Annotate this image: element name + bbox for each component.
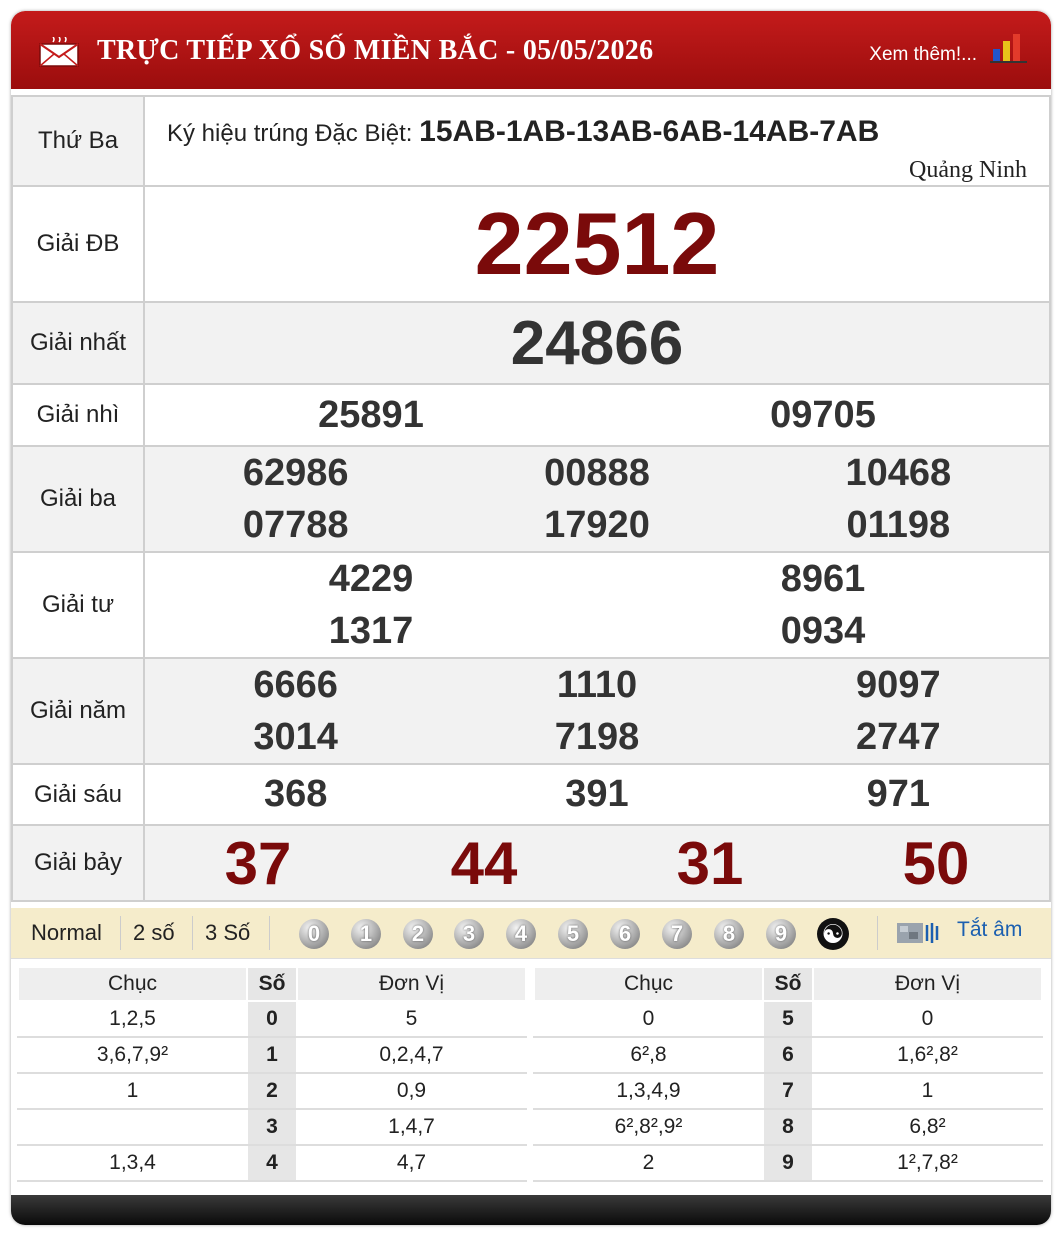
prize-tu-number: 8961 (780, 558, 866, 600)
loto-chuc: 1,3,4,9 (534, 1073, 763, 1109)
loto-so: 0 (247, 1001, 297, 1037)
loto-so: 5 (763, 1001, 813, 1037)
mode-3-digit-button[interactable]: 3 Số (205, 920, 251, 945)
kyhieu-code: 15AB-1AB-13AB-6AB-14AB-7AB (419, 115, 880, 148)
loto-header-donvi: Đơn Vị (813, 967, 1042, 1001)
prize-nam-number: 1110 (556, 664, 638, 706)
prize-nam-number: 9097 (856, 664, 941, 706)
prize-bay-number: 44 (450, 829, 518, 897)
footer-bar (11, 1195, 1051, 1225)
display-toolbar (11, 908, 1051, 959)
loto-chuc: 6²,8²,9² (534, 1109, 763, 1145)
digit-ball-6[interactable]: 6 (610, 919, 640, 949)
results-table (11, 95, 1051, 902)
prize-ba-number: 62986 (242, 452, 349, 494)
prize-tu-number: 0934 (780, 610, 866, 652)
prize-sau-number: 391 (565, 773, 629, 815)
digit-ball-4[interactable]: 4 (506, 919, 536, 949)
prize-label-tu: Giải tư (12, 552, 144, 658)
prize-label-sau: Giải sáu (12, 764, 144, 825)
prize-bay-number: 37 (224, 829, 292, 897)
mail-icon (39, 37, 79, 72)
loto-donvi: 0 (813, 1001, 1042, 1037)
kyhieu-cell (144, 96, 1050, 186)
loto-chuc: 3,6,7,9² (18, 1037, 247, 1073)
bar-chart-icon[interactable] (989, 31, 1029, 70)
loto-donvi: 0,2,4,7 (297, 1037, 526, 1073)
prize-tu-number: 1317 (328, 610, 414, 652)
loto-chuc: 0 (534, 1001, 763, 1037)
loto-donvi: 6,8² (813, 1109, 1042, 1145)
prize-nam-number: 6666 (253, 664, 338, 706)
loto-so: 4 (247, 1145, 297, 1181)
loto-header-so: Số (763, 967, 813, 1001)
digit-ball-1[interactable]: 1 (351, 919, 381, 949)
loto-so: 6 (763, 1037, 813, 1073)
prize-label-bay: Giải bảy (12, 825, 144, 901)
kyhieu-label: Ký hiệu trúng Đặc Biệt: (167, 120, 420, 147)
speaker-icon[interactable] (897, 920, 943, 946)
digit-ball-8[interactable]: 8 (714, 919, 744, 949)
prize-nam-cell (144, 658, 1050, 764)
prize-label-nhi: Giải nhì (12, 384, 144, 446)
prize-sau-cell (144, 764, 1050, 825)
loto-chuc: 1,2,5 (18, 1001, 247, 1037)
digit-ball-7[interactable]: 7 (662, 919, 692, 949)
toolbar-divider (877, 916, 878, 950)
loto-table-right (533, 966, 1043, 1182)
toolbar-divider (269, 916, 270, 950)
prize-nhat-number: 24866 (144, 302, 1050, 384)
prize-label-nhat: Giải nhất (12, 302, 144, 384)
loto-donvi: 1²,7,8² (813, 1145, 1042, 1181)
prize-sau-number: 971 (866, 773, 931, 815)
loto-chuc: 1,3,4 (18, 1145, 247, 1181)
header-bar (11, 11, 1051, 89)
prize-ba-number: 01198 (846, 504, 951, 546)
loto-donvi: 5 (297, 1001, 526, 1037)
digit-ball-2[interactable]: 2 (403, 919, 433, 949)
loto-header-donvi: Đơn Vị (297, 967, 526, 1001)
digit-ball-5[interactable]: 5 (558, 919, 588, 949)
toolbar-divider (192, 916, 193, 950)
prize-nhi-cell (144, 384, 1050, 446)
loto-chuc (18, 1109, 247, 1145)
loto-donvi: 0,9 (297, 1073, 526, 1109)
loto-chuc: 1 (18, 1073, 247, 1109)
toolbar-divider (120, 916, 121, 950)
digit-ball-9[interactable]: 9 (766, 919, 796, 949)
mute-toggle[interactable]: Tắt âm (957, 918, 1023, 941)
prize-label-db: Giải ĐB (12, 186, 144, 302)
prize-ba-number: 00888 (544, 452, 650, 494)
prize-nhi-number: 25891 (318, 393, 424, 436)
prize-ba-number: 10468 (845, 452, 952, 494)
prize-label-nam: Giải năm (12, 658, 144, 764)
loto-chuc: 6²,8 (534, 1037, 763, 1073)
loto-donvi: 4,7 (297, 1145, 526, 1181)
digit-ball-3[interactable]: 3 (454, 919, 484, 949)
province-name: Quảng Ninh (909, 157, 1027, 183)
loto-so: 2 (247, 1073, 297, 1109)
prize-bay-cell (144, 825, 1050, 901)
kyhieu-line (167, 115, 879, 149)
loto-table-left (17, 966, 527, 1182)
prize-ba-cell (144, 446, 1050, 552)
prize-tu-number: 4229 (328, 558, 414, 600)
loto-so: 1 (247, 1037, 297, 1073)
loto-so: 8 (763, 1109, 813, 1145)
loto-so: 9 (763, 1145, 813, 1181)
prize-tu-cell (144, 552, 1050, 658)
day-label: Thứ Ba (12, 96, 144, 186)
prize-ba-number: 07788 (242, 504, 349, 546)
prize-nhi-number: 09705 (770, 393, 876, 436)
prize-nam-number: 3014 (253, 716, 338, 758)
loto-donvi: 1 (813, 1073, 1042, 1109)
mode-normal-button[interactable]: Normal (31, 920, 102, 945)
loto-donvi: 1,6²,8² (813, 1037, 1042, 1073)
loto-so: 7 (763, 1073, 813, 1109)
prize-nam-number: 7198 (554, 716, 640, 758)
loto-header-so: Số (247, 967, 297, 1001)
prize-bay-number: 31 (676, 829, 744, 897)
prize-db-number: 22512 (144, 186, 1050, 302)
loto-so: 3 (247, 1109, 297, 1145)
see-more-link[interactable]: Xem thêm!... (869, 44, 977, 65)
prize-nam-number: 2747 (856, 716, 941, 758)
mode-2-digit-button[interactable]: 2 số (133, 920, 175, 945)
prize-ba-number: 17920 (544, 504, 650, 546)
page-title: TRỰC TIẾP XỔ SỐ MIỀN BẮC - 05/05/2026 (97, 35, 654, 66)
loto-chuc: 2 (534, 1145, 763, 1181)
digit-ball-0[interactable]: 0 (299, 919, 329, 949)
prize-sau-number: 368 (263, 773, 328, 815)
prize-bay-number: 50 (902, 829, 970, 897)
results-panel (11, 11, 1051, 1225)
loto-donvi: 1,4,7 (297, 1109, 526, 1145)
yin-yang-icon[interactable]: ☯ (817, 918, 849, 950)
loto-header-chuc: Chục (534, 967, 763, 1001)
prize-label-ba: Giải ba (12, 446, 144, 552)
loto-header-chuc: Chục (18, 967, 247, 1001)
